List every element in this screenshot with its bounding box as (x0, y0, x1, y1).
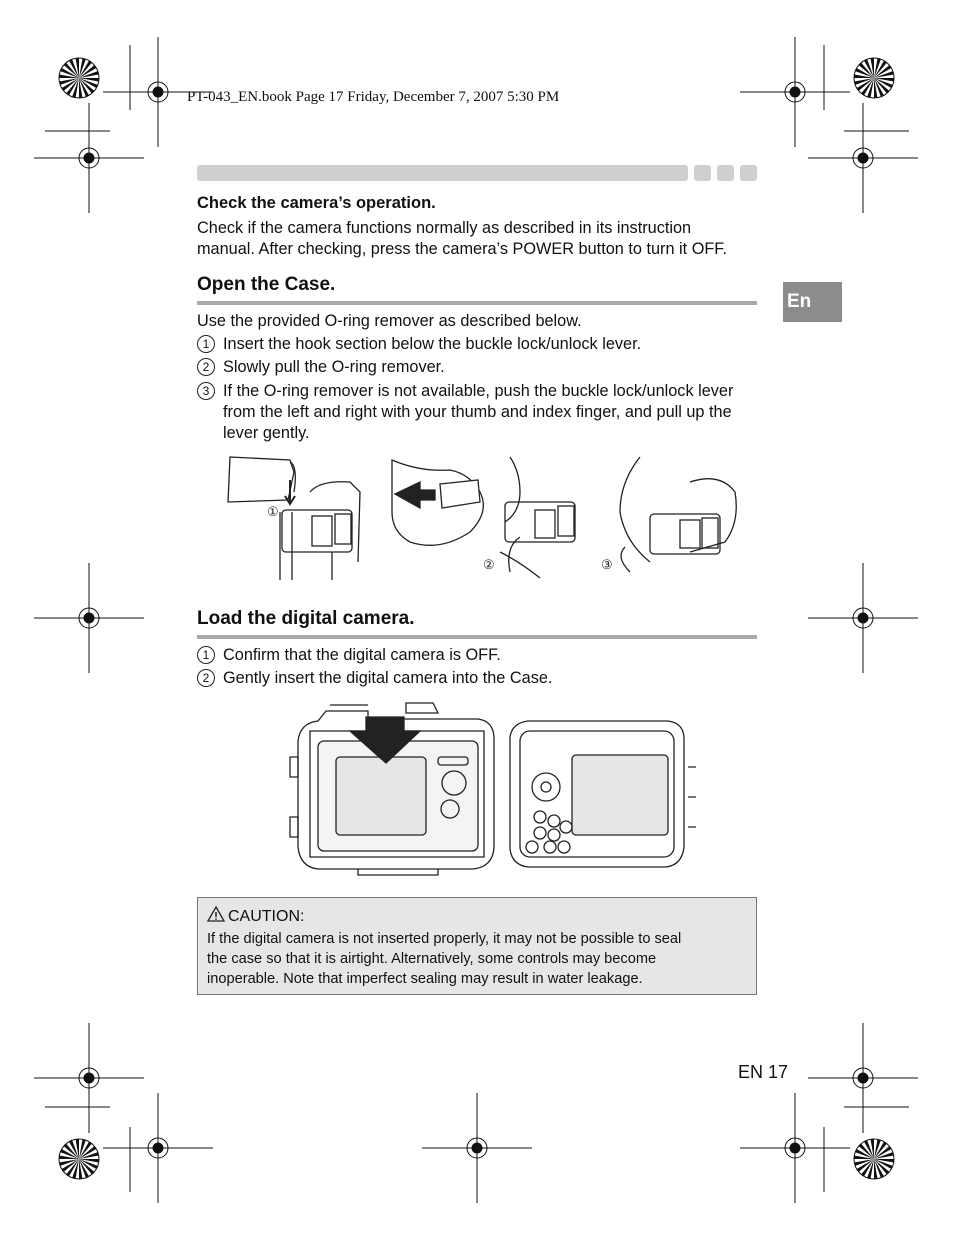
case-button (534, 827, 546, 839)
step-number: 3 (197, 382, 215, 400)
page-number: EN 17 (738, 1062, 789, 1082)
check-paragraph: Check if the camera functions normally as described in its instruction manual. After checking, press the camera’s POWER button to turn it OFF. (197, 219, 727, 258)
section-title-load-camera: Load the digital camera. (197, 608, 415, 629)
caution-box (197, 897, 757, 995)
figure-label: ③ (601, 557, 613, 572)
caution-text: If the digital camera is not inserted properly, it may not be possible to seal the case so that it is airtight. Alternatively, some controls may become inoperable. Note that imperfect sealing may result in water leakage. (207, 931, 682, 987)
step-text: Insert the hook section below the buckle lock/unlock lever. (223, 335, 642, 353)
open-case-step (197, 381, 757, 444)
step-number: 2 (197, 669, 215, 687)
crosshair-mark (34, 1023, 144, 1133)
caution-title: CAUTION: (228, 907, 305, 925)
case-button (560, 821, 572, 833)
open-case-intro: Use the provided O-ring remover as described below. (197, 312, 582, 330)
check-heading: Check the camera’s operation. (197, 194, 436, 212)
section-rule (197, 301, 757, 305)
case-button (534, 811, 546, 823)
open-case-step (197, 334, 757, 355)
section-rule (197, 635, 757, 639)
sunburst-mark (854, 58, 894, 98)
load-camera-step (197, 668, 757, 689)
figure-label: ② (483, 557, 495, 572)
case-button (548, 815, 560, 827)
figure-load-camera (288, 697, 708, 877)
figure-label: ① (267, 504, 279, 519)
crosshair-mark (34, 563, 144, 673)
section-title-open-case: Open the Case. (197, 274, 336, 295)
book-header: PT-043_EN.book Page 17 Friday, December 7, 2007 5:30 PM (187, 89, 560, 105)
case-button (548, 829, 560, 841)
step-number: 2 (197, 358, 215, 376)
case-button (558, 841, 570, 853)
crosshair-mark (808, 563, 918, 673)
crosshair-mark (808, 1023, 918, 1133)
sunburst-mark (59, 1139, 99, 1179)
warning-icon (207, 906, 225, 927)
crosshair-mark (103, 1093, 213, 1203)
step-text: If the O-ring remover is not available, push the buckle lock/unlock lever from the left and right with your thumb and index finger, and pull up the lever gently. (223, 382, 734, 442)
step-number: 1 (197, 335, 215, 353)
figure-open-case (220, 452, 750, 582)
open-case-step (197, 357, 757, 378)
sunburst-mark (854, 1139, 894, 1179)
step-text: Confirm that the digital camera is OFF. (223, 646, 501, 664)
case-button (544, 841, 556, 853)
section-bar-square (717, 165, 734, 181)
crosshair-mark (422, 1093, 532, 1203)
load-camera-step (197, 645, 757, 666)
step-text: Gently insert the digital camera into the Case. (223, 669, 553, 687)
case-button (526, 841, 538, 853)
section-bar-square (740, 165, 757, 181)
crosshair-mark (740, 37, 850, 147)
crosshair-mark (740, 1093, 850, 1203)
section-bar-square (694, 165, 711, 181)
language-tab: En (783, 282, 842, 322)
crosshair-mark (808, 103, 918, 213)
section-bar (197, 165, 688, 181)
sunburst-mark (59, 58, 99, 98)
step-text: Slowly pull the O-ring remover. (223, 358, 445, 376)
step-number: 1 (197, 646, 215, 664)
crosshair-mark (34, 103, 144, 213)
